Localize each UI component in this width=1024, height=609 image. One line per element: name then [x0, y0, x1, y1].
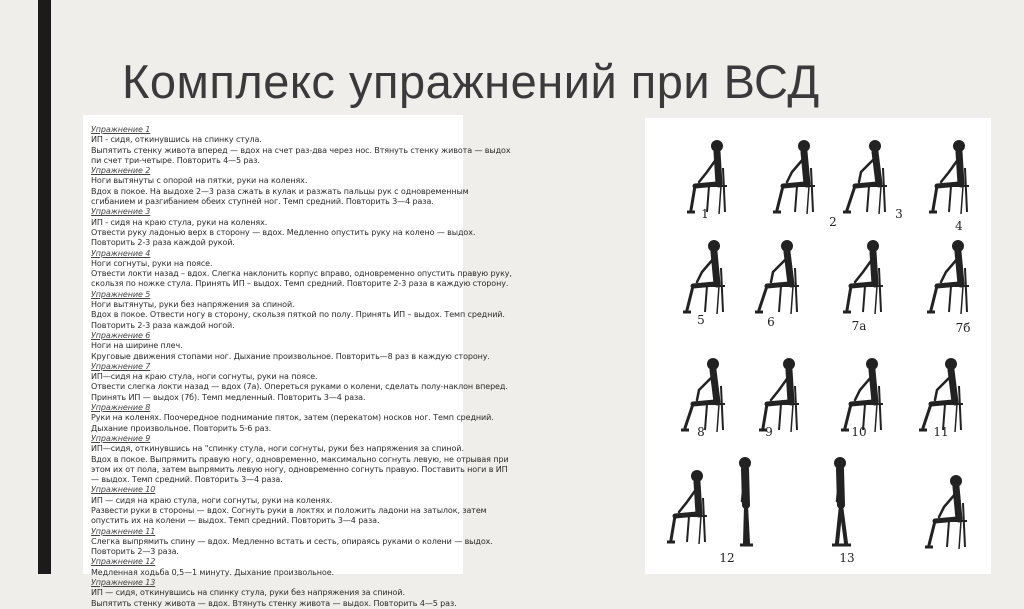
exercise-heading: Упражнение 7: [91, 361, 151, 371]
exercise-list: [83, 115, 512, 609]
exercise-figure: [687, 140, 727, 214]
exercise-text-line: ИП—сидя на краю стула, ноги согнуты, руки на поясе.: [91, 372, 318, 382]
exercise-text-line: скользя по ножке стула. Принять ИП – выдох. Темп средний. Повторите 2-3 раза в каждую сторону.: [91, 279, 509, 289]
figure-number-label: 1: [701, 207, 709, 221]
exercise-heading: Упражнение 5: [91, 289, 151, 299]
exercise-text-line: Повторить 2—3 раза.: [91, 547, 179, 557]
exercise-figure: [843, 140, 887, 214]
exercise-text-line: Повторить 2-3 раза каждой рукой.: [91, 238, 235, 248]
exercise-text-line: Медленная ходьба 0,5—1 минуту. Дыхание произвольное.: [91, 567, 334, 577]
slide-accent-bar: [38, 0, 51, 574]
figure-number-label: 2: [829, 215, 837, 229]
exercise-text-line: Выпятить стенку живота — вдох. Втянуть стенку живота — выдох. Повторить 4—5 раз.: [91, 598, 457, 608]
exercise-text-line: опустить их на колени — выдох. Темп средний. Повторить 3—4 раза.: [91, 516, 380, 526]
figure-number-label: 12: [719, 551, 735, 565]
exercise-text-line: сгибанием и разгибанием обеих ступней ног. Темп средний. Повторить 3—4 раза.: [91, 197, 434, 207]
exercise-text-line: Вдох в покое. Отвести ногу в сторону, скользя пяткой по полу. Принять ИП – выдох. Темп средний.: [91, 310, 505, 320]
exercise-heading: Упражнение 9: [91, 433, 151, 443]
exercise-heading: Упражнение 4: [91, 248, 151, 258]
exercise-text-line: Отвести руку ладонью верх в сторону — вдох. Медленно опустить руку на колено — выдох.: [91, 227, 476, 237]
exercise-text-line: ИП—сидя, откинувшись на "спинку стула, ноги согнуты, руки без напряжения за спиной.: [91, 444, 464, 454]
slide-title: Комплекс упражнений при ВСД: [122, 55, 820, 108]
exercise-heading: Упражнение 3: [91, 207, 151, 217]
figure-number-label: 8: [697, 425, 705, 439]
figure-number-label: 7б: [955, 321, 971, 335]
exercise-text-line: Отвести локти назад – вдох. Слегка наклонить корпус вправо, одновременно опустить правую руку,: [91, 269, 512, 279]
exercise-heading: Упражнение 6: [91, 330, 151, 340]
exercise-figure: [667, 470, 707, 544]
exercise-figure: [841, 358, 883, 432]
exercise-text-line: Вдох в покое. Выпрямить правую ногу, одновременно, максимально согнуть левую, не отрывая при: [91, 454, 509, 464]
exercise-figure: [739, 457, 753, 545]
figure-number-label: 13: [839, 551, 855, 565]
exercise-text-line: Ноги согнуты, руки на поясе.: [91, 258, 213, 268]
exercise-figure: [681, 358, 725, 432]
exercise-text-line: Повторить 2-3 раза каждой ногой.: [91, 320, 235, 330]
figure-number-label: 5: [697, 313, 705, 327]
exercise-illustration-panel: [645, 118, 991, 574]
exercise-text-line: Вдох в покое. На выдохе 2—3 раза сжать в кулак и разжать пальцы рук с одновременным: [91, 186, 469, 196]
exercise-heading: Упражнение 8: [91, 403, 151, 413]
exercise-text-line: Ноги вытянуты, руки без напряжения за спиной.: [91, 300, 295, 310]
exercise-figure: [929, 140, 969, 214]
exercise-text-line: Слегка выпрямить спину — вдох. Медленно встать и сесть, опираясь руками о колени — выдох.: [91, 536, 493, 546]
exercise-heading: Упражнение 2: [91, 166, 151, 176]
figure-number-label: 7а: [851, 319, 867, 333]
exercise-heading: Упражнение 1: [91, 125, 151, 134]
exercise-text-line: Отвести слегка локти назад — вдох (7а). Опереться руками о колени, сделать полу-наклон вперед.: [91, 382, 508, 392]
figure-number-label: 9: [765, 425, 773, 439]
exercise-text-line: Руки на коленях. Поочередное поднимание пяток, затем (перекатом) носков ног. Темп средний.: [91, 413, 494, 423]
exercise-text-line: Дыхание произвольное. Повторить 5-6 раз.: [91, 423, 272, 433]
exercise-text-line: Выпятить стенку живота вперед — вдох на счет раз-два через нос. Втянуть стенку живота — выдох: [91, 145, 511, 155]
exercise-text-line: Принять ИП — выдох (7б). Темп медленный. Повторить 3—4 раза.: [91, 392, 366, 402]
figure-number-label: 4: [955, 219, 963, 233]
exercise-figure: [927, 240, 969, 314]
exercise-text-line: — выдох. Темп средний. Повторить 3—4 раза.: [91, 475, 283, 485]
exercise-text-line: ИП - сидя на краю стула, руки на коленях.: [91, 217, 268, 227]
figure-number-label: 11: [933, 425, 949, 439]
exercise-text-line: ИП - сидя, откинувшись на спинку стула.: [91, 135, 262, 145]
exercise-heading: Упражнение 11: [91, 526, 156, 536]
exercise-text-line: ИП — сидя на краю стула, ноги согнуты, руки на коленях.: [91, 495, 333, 505]
exercise-figure: [843, 240, 883, 314]
exercise-figure: [832, 457, 851, 545]
exercise-heading: Упражнение 12: [91, 557, 156, 567]
exercise-text-line: Ноги на ширине плеч.: [91, 341, 183, 351]
exercise-figures: [645, 118, 991, 574]
exercise-figure: [925, 475, 967, 549]
exercise-text-line: Развести руки в стороны — вдох. Согнуть руки в локтях и положить ладони на затылок, затем: [91, 505, 487, 515]
exercise-text-line: Круговые движения стопами ног. Дыхание произвольное. Повторить—8 раз в каждую сторону.: [91, 351, 490, 361]
exercise-figure: [683, 240, 725, 314]
figure-number-label: 6: [767, 315, 775, 329]
exercise-heading: Упражнение 13: [91, 578, 156, 588]
figure-number-label: 10: [851, 425, 867, 439]
exercise-text-line: Ноги вытянуты с опорой на пятки, руки на коленях.: [91, 176, 308, 186]
exercise-figure: [919, 358, 963, 432]
exercise-figure: [773, 140, 815, 214]
exercise-text-line: ИП — сидя, откинувшись на спинку стула, руки без напряжения за спиной.: [91, 588, 405, 598]
exercise-text-line: пи счет три-четыре. Повторить 4—5 раз.: [91, 155, 260, 165]
exercise-text-panel: [83, 115, 512, 608]
exercise-heading: Упражнение 10: [91, 485, 156, 495]
exercise-figure: [755, 240, 799, 314]
figure-number-label: 3: [895, 207, 903, 221]
exercise-text-line: этом их от пола, затем выпрямить левую ногу, одновременно согнуть правую. Поставить ноги в ИП: [91, 464, 508, 474]
exercise-figure: [759, 358, 799, 432]
